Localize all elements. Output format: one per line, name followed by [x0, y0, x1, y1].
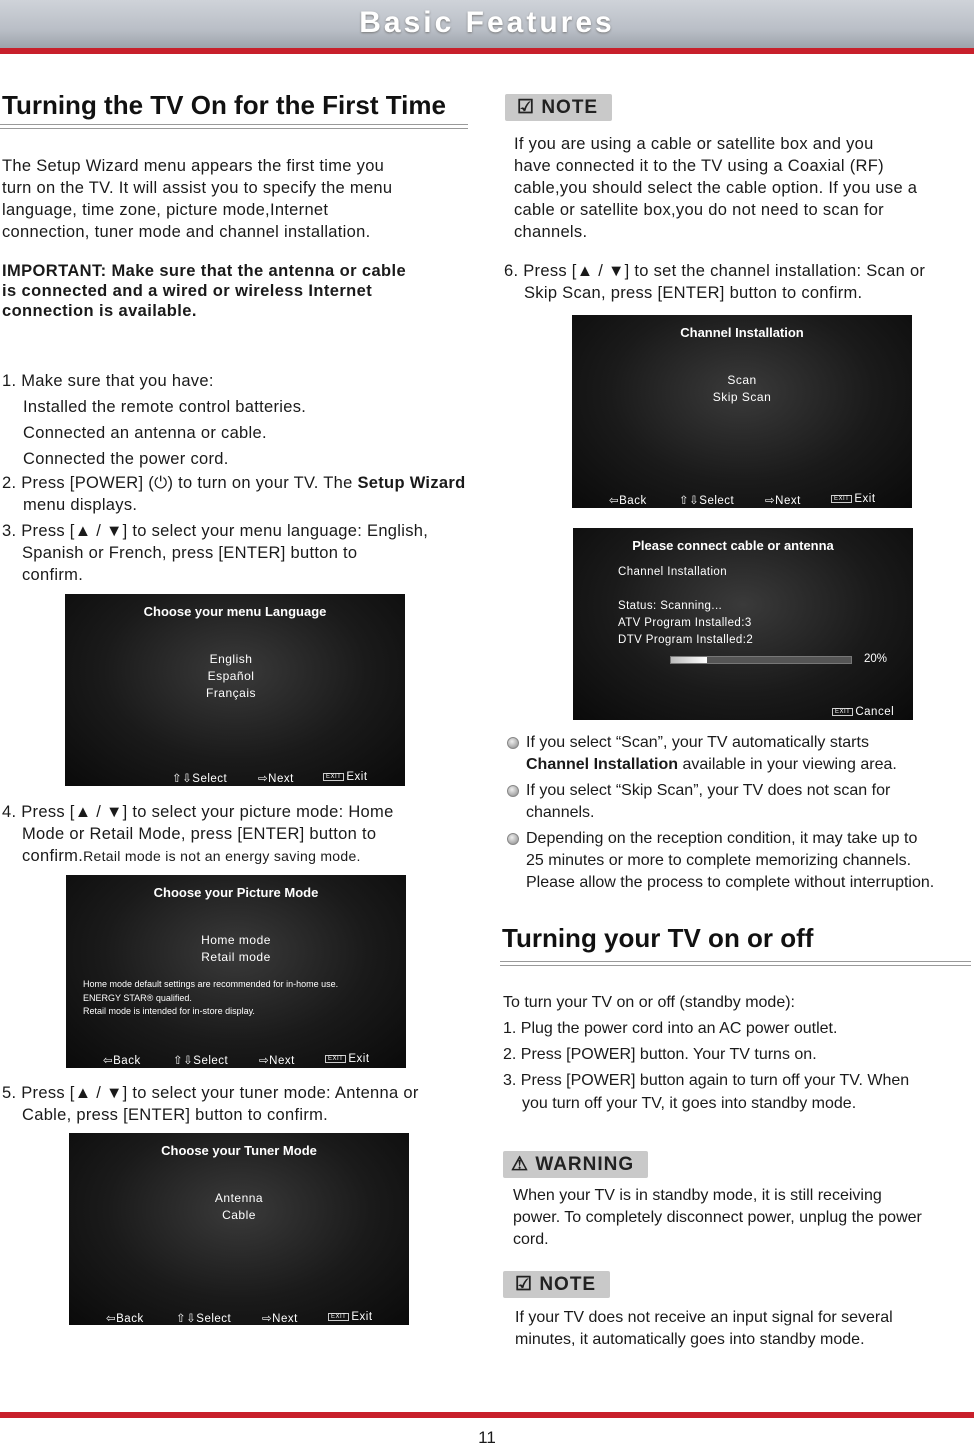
language-options	[65, 651, 401, 702]
scan-percent: 20%	[864, 653, 888, 665]
bullet-skip-scan: If you select “Skip Scan”, your TV does not scan for channels.	[507, 780, 974, 824]
power-icon: ⏻	[154, 474, 168, 492]
screen-tuner-mode	[69, 1133, 409, 1325]
screen-title: Choose your menu Language	[143, 604, 327, 619]
screen-title: Channel Installation	[680, 325, 804, 340]
tuner-options	[69, 1190, 409, 1224]
option-home-mode[interactable]: Home mode	[201, 933, 271, 947]
step-6-line: Skip Scan, press [ENTER] button to confirm.	[524, 284, 863, 302]
option-scan[interactable]: Scan	[727, 373, 757, 387]
screen-menu-language	[65, 594, 405, 786]
step-3	[2, 520, 477, 586]
note-cable-satellite: If you are using a cable or satellite box and you have connected it to the TV using a Coaxial (RF) cable,you should select the cable option. If you use a cable or satellite box,you do not need to scan for channels.	[514, 135, 918, 241]
exit-key-icon: EXIT	[328, 1313, 349, 1321]
option-antenna[interactable]: Antenna	[214, 1191, 264, 1205]
bullet-reception: Depending on the reception condition, it may take up to 25 minutes or more to complete memorizing channels. Please allow the process to complete without interruption.	[507, 828, 974, 894]
step-1-text: 1. Make sure that you have:	[2, 372, 214, 390]
nav-select: ⇧⇩Select	[173, 1055, 229, 1067]
heading-rule	[500, 961, 971, 966]
back-arrow-icon: ⇦	[609, 495, 620, 507]
scan-progress-fill	[671, 657, 707, 663]
step-5	[2, 1082, 477, 1126]
option-francais[interactable]: Français	[205, 686, 256, 700]
nav-exit: EXIT Exit	[328, 1311, 373, 1323]
nav-next: ⇨Next	[765, 495, 801, 507]
screen-scanning	[573, 528, 913, 720]
nav-exit: EXIT Exit	[831, 493, 876, 505]
nav-next: ⇨Next	[258, 773, 294, 785]
note-standby: If your TV does not receive an input signal for several minutes, it automatically goes into standby mode.	[515, 1309, 893, 1348]
option-espanol[interactable]: Español	[207, 669, 255, 683]
checklist-item: Connected an antenna or cable.	[23, 424, 267, 442]
nav-select: ⇧⇩Select	[176, 1313, 232, 1325]
next-arrow-icon: ⇨	[258, 773, 269, 785]
picture-options	[66, 932, 406, 966]
nav-back: ⇦Back	[609, 495, 647, 507]
step-1	[2, 368, 472, 472]
exit-key-icon: EXIT	[831, 495, 852, 503]
back-arrow-icon: ⇦	[106, 1313, 117, 1325]
step-2: 2. Press [POWER] (⏻) to turn on your TV. The Setup Wizard menu displays.	[2, 474, 466, 514]
up-down-arrows-icon: ⇧⇩	[679, 495, 700, 507]
step-4-line: Mode or Retail Mode, press [ENTER] button to	[22, 825, 377, 843]
intro-line: turn on the TV. It will assist you to specify the menu	[2, 179, 393, 197]
important-line: connection is available.	[2, 302, 197, 320]
on-off-instructions: To turn your TV on or off (standby mode): 1. Plug the power cord into an AC power outlet. 2. Press [POWER] button. Your TV turns on. 3. Press [POWER] button again to turn off your TV. When you turn off your TV, it goes into standby mode.	[503, 994, 910, 1112]
page-header-title: Basic Features	[359, 6, 615, 39]
step-3-line: 3. Press [▲ / ▼] to select your menu language: English,	[2, 522, 429, 540]
warning-badge: ⚠ WARNING	[503, 1151, 648, 1178]
bullet-scan: If you select “Scan”, your TV automatically starts Channel Installation available in your viewing area.	[507, 732, 974, 776]
option-english[interactable]: English	[209, 652, 253, 666]
bullet-dot-icon	[507, 833, 519, 845]
nav-select: ⇧⇩Select	[679, 495, 735, 507]
screen-title: Please connect cable or antenna	[632, 538, 834, 553]
screen-channel-installation	[572, 315, 912, 508]
header-red-stripe	[0, 48, 974, 54]
footer-red-stripe	[0, 1412, 974, 1418]
screen-title: Choose your Picture Mode	[153, 885, 319, 900]
bullet-dot-icon	[507, 785, 519, 797]
nav-back: ⇦Back	[103, 1055, 141, 1067]
channel-options	[572, 372, 912, 406]
important-line: IMPORTANT: Make sure that the antenna or cable	[2, 262, 407, 280]
nav-exit: EXIT Exit	[323, 771, 368, 783]
step-5-line: 5. Press [▲ / ▼] to select your tuner mode: Antenna or	[2, 1084, 419, 1102]
screen-title: Choose your Tuner Mode	[161, 1143, 317, 1158]
step-6	[504, 260, 974, 304]
nav-exit: EXIT Exit	[325, 1053, 370, 1065]
up-down-arrows-icon: ⇧⇩	[173, 1055, 194, 1067]
nav-select: ⇧⇩Select	[172, 773, 228, 785]
back-arrow-icon: ⇦	[103, 1055, 114, 1067]
retail-mode-note: Retail mode is not an energy saving mode.	[83, 848, 361, 864]
step-3-line: confirm.	[22, 566, 84, 584]
up-down-arrows-icon: ⇧⇩	[172, 773, 193, 785]
important-line: is connected and a wired or wireless Internet	[2, 282, 373, 300]
nav-cancel: EXIT Cancel	[832, 706, 894, 718]
section-heading-first-time: Turning the TV On for the First Time	[2, 90, 446, 120]
heading-rule	[0, 124, 468, 129]
up-down-arrows-icon: ⇧⇩	[176, 1313, 197, 1325]
step-4: 4. Press [▲ / ▼] to select your picture mode: Home Mode or Retail Mode, press [ENTER] button to confirm.Retail mode is not an energy saving mode.	[2, 801, 477, 867]
setup-wizard-label: Setup Wizard	[357, 474, 466, 492]
intro-paragraph	[2, 155, 472, 243]
option-skip-scan[interactable]: Skip Scan	[712, 390, 772, 404]
picture-mode-notes: Home mode default settings are recommended for in-home use. ENERGY STAR® qualified. Retail mode is intended for in-store display.	[83, 979, 339, 1016]
important-notice	[2, 261, 472, 321]
option-retail-mode[interactable]: Retail mode	[201, 950, 271, 964]
next-arrow-icon: ⇨	[259, 1055, 270, 1067]
checklist-item: Connected the power cord.	[23, 450, 229, 468]
step-4-line: 4. Press [▲ / ▼] to select your picture mode: Home	[2, 803, 394, 821]
scan-progress-bar	[670, 656, 852, 664]
exit-key-icon: EXIT	[832, 708, 853, 716]
screen-picture-mode	[66, 875, 406, 1068]
intro-line: connection, tuner mode and channel installation.	[2, 223, 371, 241]
option-cable[interactable]: Cable	[222, 1208, 256, 1222]
warning-triangle-icon: ⚠	[511, 1154, 536, 1175]
checklist-item: Installed the remote control batteries.	[23, 398, 307, 416]
note-badge: ☑ NOTE	[505, 94, 612, 121]
intro-line: language, time zone, picture mode,Internet	[2, 201, 329, 219]
scan-status-lines: Channel Installation Status: Scanning... ATV Program Installed:3 DTV Program Installed:2	[618, 566, 754, 646]
nav-back: ⇦Back	[106, 1313, 144, 1325]
step-3-line: Spanish or French, press [ENTER] button to	[22, 544, 358, 562]
pencil-check-icon: ☑	[515, 1274, 540, 1295]
step-6-line: 6. Press [▲ / ▼] to set the channel installation: Scan or	[504, 262, 926, 280]
warning-text: When your TV is in standby mode, it is still receiving power. To completely disconnect power, unplug the power cord.	[513, 1187, 922, 1248]
exit-key-icon: EXIT	[325, 1055, 346, 1063]
note-badge: ☑ NOTE	[503, 1271, 610, 1298]
exit-key-icon: EXIT	[323, 773, 344, 781]
nav-next: ⇨Next	[259, 1055, 295, 1067]
intro-line: The Setup Wizard menu appears the first time you	[2, 157, 385, 175]
bullet-dot-icon	[507, 737, 519, 749]
step-5-line: Cable, press [ENTER] button to confirm.	[22, 1106, 329, 1124]
nav-next: ⇨Next	[262, 1313, 298, 1325]
section-heading-on-off: Turning your TV on or off	[502, 923, 814, 953]
scan-bullets	[507, 732, 974, 894]
pencil-check-icon: ☑	[517, 97, 542, 118]
page-number: 11	[478, 1428, 496, 1447]
next-arrow-icon: ⇨	[262, 1313, 273, 1325]
next-arrow-icon: ⇨	[765, 495, 776, 507]
